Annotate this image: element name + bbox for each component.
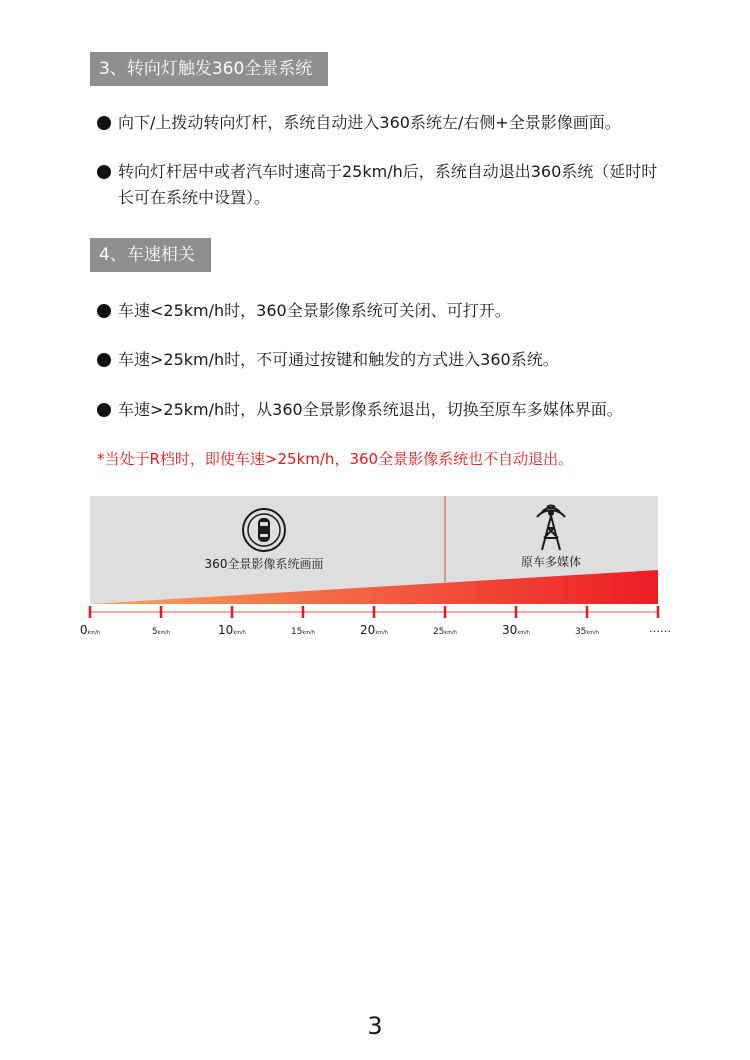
bullet-text: 转向灯杆居中或者汽车时速高于25km/h后，系统自动退出360系统（延时时长可在系统中设置）。 [118, 162, 658, 207]
r-gear-note: *当处于R档时，即使车速>25km/h，360全景影像系统也不自动退出。 [97, 450, 574, 468]
tick-label: 15km/h [290, 627, 316, 637]
axis-ellipsis: …… [649, 622, 671, 635]
section-4-heading: 4、车速相关 [90, 238, 211, 272]
tick-label: 20km/h [360, 623, 388, 637]
tick-label: 35km/h [574, 627, 600, 637]
speed-axis [80, 606, 658, 637]
tick-label: 5km/h [151, 627, 171, 637]
bullet-text: 向下/上拨动转向灯杆，系统自动进入360系统左/右侧+全景影像画面。 [118, 113, 621, 132]
left-zone-label: 360全景影像系统画面 [204, 557, 324, 571]
tick-label: 0km/h [79, 623, 101, 637]
bullet-text: 车速<25km/h时，360全景影像系统可关闭、可打开。 [118, 301, 511, 320]
tick-label: 30km/h [502, 623, 530, 637]
tick-label: 25km/h [432, 627, 458, 637]
section-3-heading: 3、转向灯触发360全景系统 [90, 52, 328, 86]
right-zone-label: 原车多媒体 [520, 555, 582, 569]
tick-label: 10km/h [218, 623, 246, 637]
bullet-text: 车速>25km/h时，不可通过按键和触发的方式进入360系统。 [118, 350, 559, 369]
bullet-text: 车速>25km/h时，从360全景影像系统退出，切换至原车多媒体界面。 [118, 400, 623, 419]
page-number: 3 [367, 1012, 383, 1040]
